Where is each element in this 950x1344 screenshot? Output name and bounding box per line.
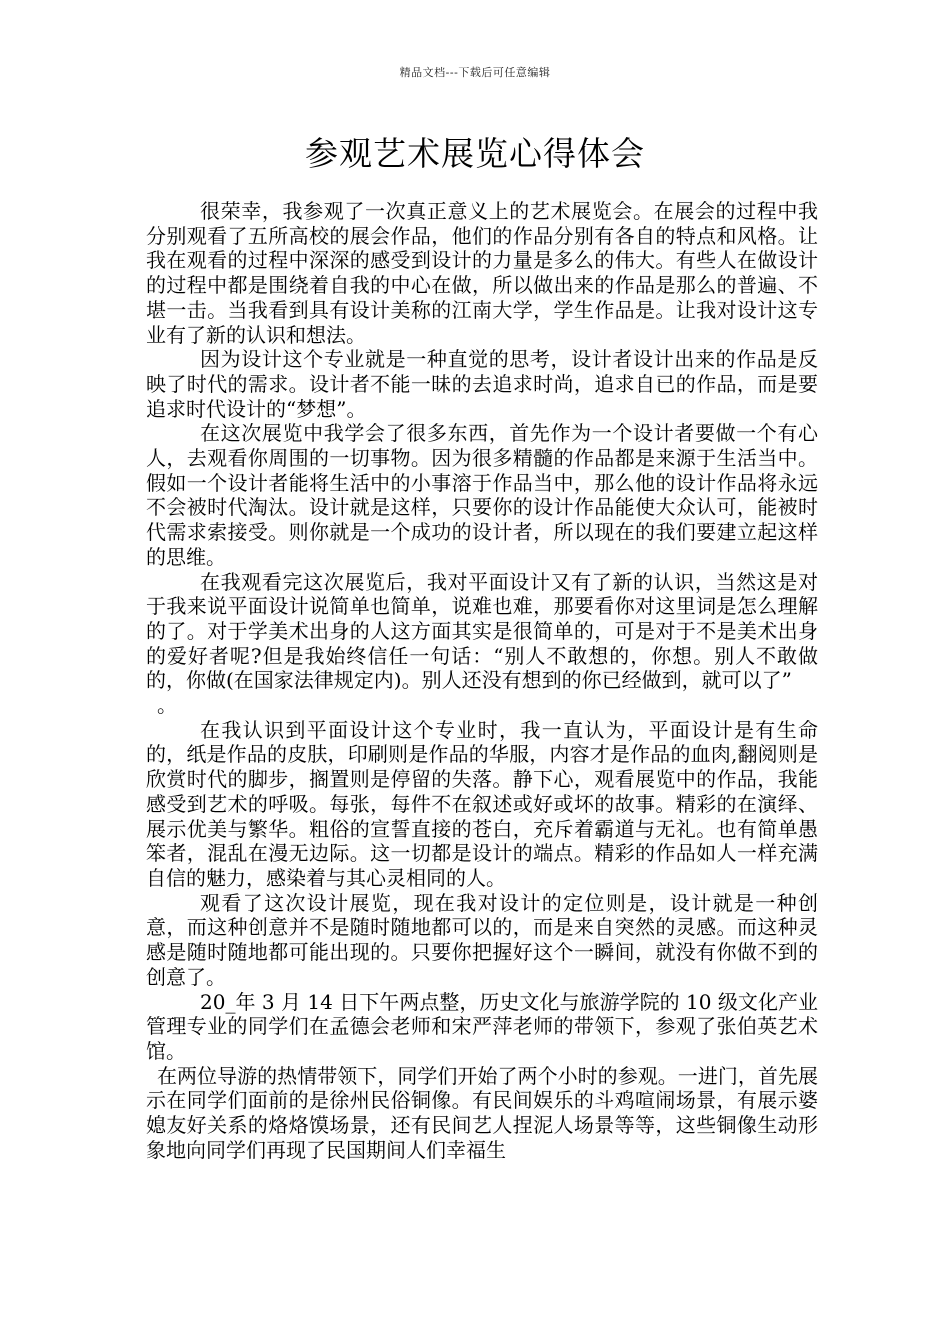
paragraph: 在我认识到平面设计这个专业时，我一直认为，平面设计是有生命的，纸是作品的皮肤，印刷则是作品的华服，内容才是作品的血肉,翻阅则是欣赏时代的脚步，搁置则是停留的失落。静下心，观看展览中的作品，我能感受到艺术的呼吸。每张，每件不在叙述或好或坏的故事。精彩的在演绎、展示优美与繁华。粗俗的宣誓直接的苍白，充斥着霸道与无礼。也有简单愚笨者，混乱在漫无边际。这一切都是设计的端点。精彩的作品如人一样充满自信的魅力，感染着与其心灵相同的人。 <box>146 717 818 890</box>
paragraph: 在这次展览中我学会了很多东西，首先作为一个设计者要做一个有心人，去观看你周围的一切事物。因为很多精髓的作品都是来源于生活当中。假如一个设计者能将生活中的小事溶于作品当中，那么他的设计作品将永远不会被时代淘汰。设计就是这样，只要你的设计作品能使大众认可，能被时代需求索接受。则你就是一个成功的设计者，所以现在的我们要建立起这样的思维。 <box>146 421 818 569</box>
paragraph: 20_年 3 月 14 日下午两点整，历史文化与旅游学院的 10 级文化产业管理专业的同学们在孟德会老师和宋严萍老师的带领下，参观了张伯英艺术馆。 <box>146 989 818 1063</box>
paragraph: 因为设计这个专业就是一种直觉的思考，设计者设计出来的作品是反映了时代的需求。设计者不能一昧的去追求时尚，追求自已的作品，而是要追求时代设计的“梦想”。 <box>146 347 818 421</box>
paragraph: 在我观看完这次展览后，我对平面设计又有了新的认识，当然这是对于我来说平面设计说简单也简单，说难也难，那要看你对这里词是怎么理解的了。对于学美术出身的人这方面其实是很简单的，可是对于不是美术出身的爱好者呢?但是我始终信任一句话：“别人不敢想的，你想。别人不敢做的，你做(在国家法律规定内)。别人还没有想到的你已经做到，就可以了” <box>146 569 818 693</box>
document-title: 参观艺术展览心得体会 <box>305 134 645 173</box>
paragraph: 很荣幸，我参观了一次真正意义上的艺术展览会。在展会的过程中我分别观看了五所高校的展会作品，他们的作品分别有各自的特点和风格。让我在观看的过程中深深的感受到设计的力量是多么的伟大。有些人在做设计的过程中都是围绕着自我的中心在做，所以做出来的作品是那么的普遍、不堪一击。当我看到具有设计美称的江南大学，学生作品是。让我对设计这专业有了新的认识和想法。 <box>146 199 818 347</box>
paragraph: 。 <box>157 693 177 718</box>
document-body <box>146 199 818 1162</box>
paragraph: 观看了这次设计展览，现在我对设计的定位则是，设计就是一种创意，而这种创意并不是随时随地都可以的，而是来自突然的灵感。而这种灵感是随时随地都可能出现的。只要你把握好这个一瞬间，就没有你做不到的创意了。 <box>146 890 818 989</box>
header-note: 精品文档---下载后可任意编辑 <box>399 66 551 79</box>
paragraph: 在两位导游的热情带领下，同学们开始了两个小时的参观。一进门，首先展示在同学们面前的是徐州民俗铜像。有民间娱乐的斗鸡喧闹场景，有展示婆媳友好关系的烙烙馍场景，还有民间艺人捏泥人场景等等，这些铜像生动形象地向同学们再现了民国期间人们幸福生 <box>146 1063 818 1162</box>
